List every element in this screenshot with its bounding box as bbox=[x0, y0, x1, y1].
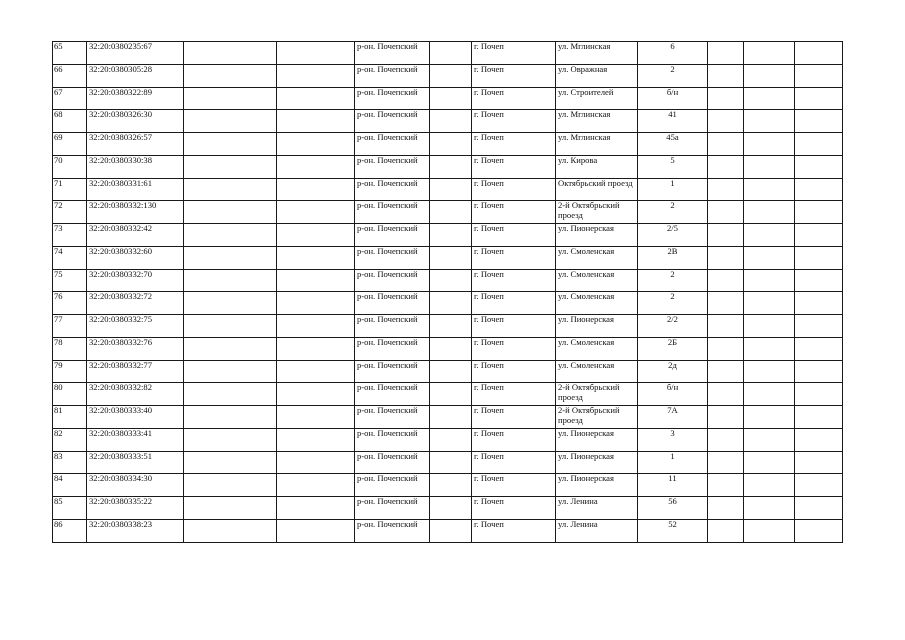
table-row bbox=[53, 87, 843, 110]
table-row bbox=[53, 360, 843, 383]
empty-cell bbox=[277, 383, 355, 406]
empty-cell bbox=[744, 360, 795, 383]
cadastral-number-cell: 32:20:0380326:57 bbox=[87, 133, 184, 156]
row-number-cell: 71 bbox=[53, 178, 87, 201]
empty-cell bbox=[708, 383, 744, 406]
table-row bbox=[53, 224, 843, 247]
empty-cell bbox=[277, 337, 355, 360]
empty-cell bbox=[744, 292, 795, 315]
empty-cell bbox=[795, 497, 843, 520]
empty-cell bbox=[795, 201, 843, 224]
cadastral-number-cell: 32:20:0380235:67 bbox=[87, 42, 184, 65]
empty-cell bbox=[795, 519, 843, 542]
empty-cell bbox=[430, 360, 472, 383]
city-cell: г. Почеп bbox=[472, 497, 556, 520]
street-cell: ул. Ленина bbox=[556, 497, 638, 520]
district-cell: р-он. Почепский bbox=[355, 110, 430, 133]
district-cell: р-он. Почепский bbox=[355, 292, 430, 315]
empty-cell bbox=[184, 292, 277, 315]
table-row bbox=[53, 474, 843, 497]
row-number-cell: 79 bbox=[53, 360, 87, 383]
empty-cell bbox=[795, 110, 843, 133]
district-cell: р-он. Почепский bbox=[355, 201, 430, 224]
house-number-cell: 2 bbox=[638, 269, 708, 292]
empty-cell bbox=[277, 133, 355, 156]
row-number-cell: 76 bbox=[53, 292, 87, 315]
house-number-cell: 41 bbox=[638, 110, 708, 133]
city-cell: г. Почеп bbox=[472, 42, 556, 65]
row-number-cell: 68 bbox=[53, 110, 87, 133]
empty-cell bbox=[277, 64, 355, 87]
house-number-cell: 2/5 bbox=[638, 224, 708, 247]
empty-cell bbox=[795, 246, 843, 269]
district-cell: р-он. Почепский bbox=[355, 155, 430, 178]
empty-cell bbox=[277, 201, 355, 224]
street-cell: 2-й Октябрьский проезд bbox=[556, 201, 638, 224]
house-number-cell: 6 bbox=[638, 42, 708, 65]
empty-cell bbox=[744, 474, 795, 497]
empty-cell bbox=[277, 269, 355, 292]
house-number-cell: б/н bbox=[638, 87, 708, 110]
empty-cell bbox=[184, 383, 277, 406]
empty-cell bbox=[744, 383, 795, 406]
empty-cell bbox=[430, 64, 472, 87]
table-row bbox=[53, 110, 843, 133]
empty-cell bbox=[184, 269, 277, 292]
empty-cell bbox=[430, 87, 472, 110]
property-table bbox=[52, 41, 843, 543]
house-number-cell: 2 bbox=[638, 292, 708, 315]
house-number-cell: 45а bbox=[638, 133, 708, 156]
cadastral-number-cell: 32:20:0380332:72 bbox=[87, 292, 184, 315]
street-cell: ул. Мглинская bbox=[556, 42, 638, 65]
row-number-cell: 65 bbox=[53, 42, 87, 65]
city-cell: г. Почеп bbox=[472, 178, 556, 201]
city-cell: г. Почеп bbox=[472, 110, 556, 133]
cadastral-number-cell: 32:20:0380335:22 bbox=[87, 497, 184, 520]
city-cell: г. Почеп bbox=[472, 64, 556, 87]
empty-cell bbox=[795, 269, 843, 292]
city-cell: г. Почеп bbox=[472, 474, 556, 497]
city-cell: г. Почеп bbox=[472, 315, 556, 338]
table-row bbox=[53, 519, 843, 542]
row-number-cell: 81 bbox=[53, 406, 87, 429]
table-row bbox=[53, 178, 843, 201]
table-row bbox=[53, 383, 843, 406]
row-number-cell: 78 bbox=[53, 337, 87, 360]
house-number-cell: 2/2 bbox=[638, 315, 708, 338]
street-cell: ул. Ленина bbox=[556, 519, 638, 542]
cadastral-number-cell: 32:20:0380333:40 bbox=[87, 406, 184, 429]
house-number-cell: 2В bbox=[638, 246, 708, 269]
empty-cell bbox=[708, 155, 744, 178]
empty-cell bbox=[430, 269, 472, 292]
empty-cell bbox=[744, 42, 795, 65]
house-number-cell: 5 bbox=[638, 155, 708, 178]
district-cell: р-он. Почепский bbox=[355, 428, 430, 451]
empty-cell bbox=[184, 64, 277, 87]
table-row bbox=[53, 64, 843, 87]
empty-cell bbox=[795, 383, 843, 406]
street-cell: ул. Строителей bbox=[556, 87, 638, 110]
empty-cell bbox=[430, 497, 472, 520]
district-cell: р-он. Почепский bbox=[355, 133, 430, 156]
street-cell: 2-й Октябрьский проезд bbox=[556, 406, 638, 429]
table-row bbox=[53, 406, 843, 429]
cadastral-number-cell: 32:20:0380333:41 bbox=[87, 428, 184, 451]
empty-cell bbox=[430, 383, 472, 406]
empty-cell bbox=[795, 360, 843, 383]
empty-cell bbox=[184, 133, 277, 156]
empty-cell bbox=[184, 224, 277, 247]
empty-cell bbox=[708, 64, 744, 87]
cadastral-number-cell: 32:20:0380332:75 bbox=[87, 315, 184, 338]
cadastral-number-cell: 32:20:0380326:30 bbox=[87, 110, 184, 133]
street-cell: ул. Пионерская bbox=[556, 315, 638, 338]
cadastral-number-cell: 32:20:0380322:89 bbox=[87, 87, 184, 110]
street-cell: ул. Пионерская bbox=[556, 224, 638, 247]
table-row bbox=[53, 155, 843, 178]
empty-cell bbox=[795, 337, 843, 360]
district-cell: р-он. Почепский bbox=[355, 360, 430, 383]
empty-cell bbox=[184, 87, 277, 110]
empty-cell bbox=[708, 474, 744, 497]
table-row bbox=[53, 246, 843, 269]
table-row bbox=[53, 428, 843, 451]
district-cell: р-он. Почепский bbox=[355, 406, 430, 429]
empty-cell bbox=[708, 497, 744, 520]
empty-cell bbox=[744, 428, 795, 451]
empty-cell bbox=[744, 337, 795, 360]
empty-cell bbox=[430, 224, 472, 247]
house-number-cell: 11 bbox=[638, 474, 708, 497]
cadastral-number-cell: 32:20:0380334:30 bbox=[87, 474, 184, 497]
empty-cell bbox=[184, 178, 277, 201]
empty-cell bbox=[184, 315, 277, 338]
cadastral-number-cell: 32:20:0380305:28 bbox=[87, 64, 184, 87]
empty-cell bbox=[708, 315, 744, 338]
empty-cell bbox=[430, 474, 472, 497]
street-cell: ул. Мглинская bbox=[556, 110, 638, 133]
empty-cell bbox=[184, 155, 277, 178]
row-number-cell: 67 bbox=[53, 87, 87, 110]
city-cell: г. Почеп bbox=[472, 201, 556, 224]
empty-cell bbox=[708, 269, 744, 292]
empty-cell bbox=[430, 201, 472, 224]
empty-cell bbox=[744, 269, 795, 292]
cadastral-number-cell: 32:20:0380332:130 bbox=[87, 201, 184, 224]
empty-cell bbox=[708, 406, 744, 429]
empty-cell bbox=[184, 246, 277, 269]
empty-cell bbox=[430, 133, 472, 156]
row-number-cell: 75 bbox=[53, 269, 87, 292]
empty-cell bbox=[184, 497, 277, 520]
empty-cell bbox=[430, 337, 472, 360]
cadastral-number-cell: 32:20:0380331:61 bbox=[87, 178, 184, 201]
house-number-cell: 56 bbox=[638, 497, 708, 520]
cadastral-number-cell: 32:20:0380333:51 bbox=[87, 451, 184, 474]
street-cell: ул. Смоленская bbox=[556, 360, 638, 383]
district-cell: р-он. Почепский bbox=[355, 451, 430, 474]
house-number-cell: 2 bbox=[638, 64, 708, 87]
empty-cell bbox=[430, 42, 472, 65]
district-cell: р-он. Почепский bbox=[355, 315, 430, 338]
empty-cell bbox=[795, 64, 843, 87]
city-cell: г. Почеп bbox=[472, 246, 556, 269]
row-number-cell: 85 bbox=[53, 497, 87, 520]
empty-cell bbox=[795, 474, 843, 497]
house-number-cell: 1 bbox=[638, 451, 708, 474]
row-number-cell: 74 bbox=[53, 246, 87, 269]
cadastral-number-cell: 32:20:0380332:70 bbox=[87, 269, 184, 292]
empty-cell bbox=[744, 178, 795, 201]
row-number-cell: 73 bbox=[53, 224, 87, 247]
empty-cell bbox=[708, 224, 744, 247]
city-cell: г. Почеп bbox=[472, 406, 556, 429]
table-row bbox=[53, 451, 843, 474]
district-cell: р-он. Почепский bbox=[355, 383, 430, 406]
empty-cell bbox=[744, 519, 795, 542]
street-cell: ул. Пионерская bbox=[556, 474, 638, 497]
empty-cell bbox=[744, 224, 795, 247]
row-number-cell: 69 bbox=[53, 133, 87, 156]
house-number-cell: 1 bbox=[638, 178, 708, 201]
cadastral-number-cell: 32:20:0380330:38 bbox=[87, 155, 184, 178]
city-cell: г. Почеп bbox=[472, 451, 556, 474]
empty-cell bbox=[708, 360, 744, 383]
empty-cell bbox=[184, 451, 277, 474]
empty-cell bbox=[277, 155, 355, 178]
row-number-cell: 86 bbox=[53, 519, 87, 542]
city-cell: г. Почеп bbox=[472, 87, 556, 110]
empty-cell bbox=[708, 292, 744, 315]
district-cell: р-он. Почепский bbox=[355, 224, 430, 247]
empty-cell bbox=[430, 428, 472, 451]
district-cell: р-он. Почепский bbox=[355, 246, 430, 269]
table-row bbox=[53, 133, 843, 156]
empty-cell bbox=[430, 155, 472, 178]
district-cell: р-он. Почепский bbox=[355, 269, 430, 292]
row-number-cell: 72 bbox=[53, 201, 87, 224]
empty-cell bbox=[744, 87, 795, 110]
street-cell: ул. Овражная bbox=[556, 64, 638, 87]
empty-cell bbox=[277, 246, 355, 269]
house-number-cell: б/н bbox=[638, 383, 708, 406]
city-cell: г. Почеп bbox=[472, 428, 556, 451]
empty-cell bbox=[277, 87, 355, 110]
empty-cell bbox=[277, 474, 355, 497]
district-cell: р-он. Почепский bbox=[355, 497, 430, 520]
district-cell: р-он. Почепский bbox=[355, 474, 430, 497]
empty-cell bbox=[708, 246, 744, 269]
empty-cell bbox=[795, 133, 843, 156]
district-cell: р-он. Почепский bbox=[355, 519, 430, 542]
empty-cell bbox=[430, 406, 472, 429]
table-row bbox=[53, 337, 843, 360]
empty-cell bbox=[744, 406, 795, 429]
row-number-cell: 83 bbox=[53, 451, 87, 474]
empty-cell bbox=[184, 474, 277, 497]
city-cell: г. Почеп bbox=[472, 155, 556, 178]
empty-cell bbox=[277, 428, 355, 451]
empty-cell bbox=[795, 178, 843, 201]
row-number-cell: 84 bbox=[53, 474, 87, 497]
empty-cell bbox=[708, 451, 744, 474]
street-cell: ул. Кирова bbox=[556, 155, 638, 178]
city-cell: г. Почеп bbox=[472, 519, 556, 542]
empty-cell bbox=[277, 451, 355, 474]
table-row bbox=[53, 201, 843, 224]
cadastral-number-cell: 32:20:0380332:76 bbox=[87, 337, 184, 360]
house-number-cell: 7А bbox=[638, 406, 708, 429]
empty-cell bbox=[277, 497, 355, 520]
empty-cell bbox=[184, 406, 277, 429]
empty-cell bbox=[184, 519, 277, 542]
empty-cell bbox=[430, 315, 472, 338]
empty-cell bbox=[744, 451, 795, 474]
empty-cell bbox=[277, 42, 355, 65]
empty-cell bbox=[708, 133, 744, 156]
empty-cell bbox=[708, 201, 744, 224]
empty-cell bbox=[277, 360, 355, 383]
empty-cell bbox=[795, 428, 843, 451]
house-number-cell: 52 bbox=[638, 519, 708, 542]
empty-cell bbox=[430, 246, 472, 269]
street-cell: ул. Смоленская bbox=[556, 337, 638, 360]
empty-cell bbox=[744, 201, 795, 224]
empty-cell bbox=[708, 110, 744, 133]
empty-cell bbox=[430, 178, 472, 201]
empty-cell bbox=[184, 201, 277, 224]
table-body bbox=[53, 42, 843, 543]
empty-cell bbox=[708, 42, 744, 65]
empty-cell bbox=[744, 110, 795, 133]
street-cell: Октябрьский проезд bbox=[556, 178, 638, 201]
empty-cell bbox=[184, 110, 277, 133]
table-row bbox=[53, 497, 843, 520]
empty-cell bbox=[795, 451, 843, 474]
city-cell: г. Почеп bbox=[472, 337, 556, 360]
city-cell: г. Почеп bbox=[472, 292, 556, 315]
district-cell: р-он. Почепский bbox=[355, 42, 430, 65]
district-cell: р-он. Почепский bbox=[355, 87, 430, 110]
table-row bbox=[53, 315, 843, 338]
empty-cell bbox=[708, 337, 744, 360]
cadastral-number-cell: 32:20:0380338:23 bbox=[87, 519, 184, 542]
empty-cell bbox=[795, 155, 843, 178]
house-number-cell: 3 bbox=[638, 428, 708, 451]
empty-cell bbox=[744, 133, 795, 156]
empty-cell bbox=[184, 337, 277, 360]
empty-cell bbox=[744, 155, 795, 178]
empty-cell bbox=[708, 519, 744, 542]
empty-cell bbox=[184, 360, 277, 383]
house-number-cell: 2 bbox=[638, 201, 708, 224]
table-row bbox=[53, 292, 843, 315]
row-number-cell: 82 bbox=[53, 428, 87, 451]
empty-cell bbox=[795, 87, 843, 110]
street-cell: ул. Смоленская bbox=[556, 246, 638, 269]
empty-cell bbox=[277, 406, 355, 429]
district-cell: р-он. Почепский bbox=[355, 64, 430, 87]
empty-cell bbox=[430, 110, 472, 133]
empty-cell bbox=[795, 406, 843, 429]
city-cell: г. Почеп bbox=[472, 133, 556, 156]
empty-cell bbox=[708, 428, 744, 451]
empty-cell bbox=[795, 315, 843, 338]
street-cell: 2-й Октябрьский проезд bbox=[556, 383, 638, 406]
house-number-cell: 2Б bbox=[638, 337, 708, 360]
empty-cell bbox=[277, 224, 355, 247]
row-number-cell: 66 bbox=[53, 64, 87, 87]
empty-cell bbox=[277, 519, 355, 542]
empty-cell bbox=[744, 246, 795, 269]
street-cell: ул. Пионерская bbox=[556, 451, 638, 474]
empty-cell bbox=[744, 315, 795, 338]
city-cell: г. Почеп bbox=[472, 269, 556, 292]
empty-cell bbox=[277, 110, 355, 133]
district-cell: р-он. Почепский bbox=[355, 178, 430, 201]
empty-cell bbox=[277, 178, 355, 201]
row-number-cell: 70 bbox=[53, 155, 87, 178]
table-row bbox=[53, 269, 843, 292]
city-cell: г. Почеп bbox=[472, 383, 556, 406]
row-number-cell: 77 bbox=[53, 315, 87, 338]
empty-cell bbox=[430, 292, 472, 315]
house-number-cell: 2д bbox=[638, 360, 708, 383]
city-cell: г. Почеп bbox=[472, 224, 556, 247]
cadastral-number-cell: 32:20:0380332:42 bbox=[87, 224, 184, 247]
street-cell: ул. Смоленская bbox=[556, 292, 638, 315]
empty-cell bbox=[795, 42, 843, 65]
row-number-cell: 80 bbox=[53, 383, 87, 406]
street-cell: ул. Смоленская bbox=[556, 269, 638, 292]
table-row bbox=[53, 42, 843, 65]
empty-cell bbox=[744, 497, 795, 520]
empty-cell bbox=[708, 87, 744, 110]
empty-cell bbox=[277, 292, 355, 315]
cadastral-number-cell: 32:20:0380332:60 bbox=[87, 246, 184, 269]
empty-cell bbox=[708, 178, 744, 201]
empty-cell bbox=[795, 224, 843, 247]
empty-cell bbox=[277, 315, 355, 338]
empty-cell bbox=[744, 64, 795, 87]
street-cell: ул. Мглинская bbox=[556, 133, 638, 156]
street-cell: ул. Пионерская bbox=[556, 428, 638, 451]
cadastral-number-cell: 32:20:0380332:77 bbox=[87, 360, 184, 383]
district-cell: р-он. Почепский bbox=[355, 337, 430, 360]
empty-cell bbox=[795, 292, 843, 315]
empty-cell bbox=[184, 42, 277, 65]
empty-cell bbox=[430, 519, 472, 542]
empty-cell bbox=[184, 428, 277, 451]
cadastral-number-cell: 32:20:0380332:82 bbox=[87, 383, 184, 406]
empty-cell bbox=[430, 451, 472, 474]
city-cell: г. Почеп bbox=[472, 360, 556, 383]
